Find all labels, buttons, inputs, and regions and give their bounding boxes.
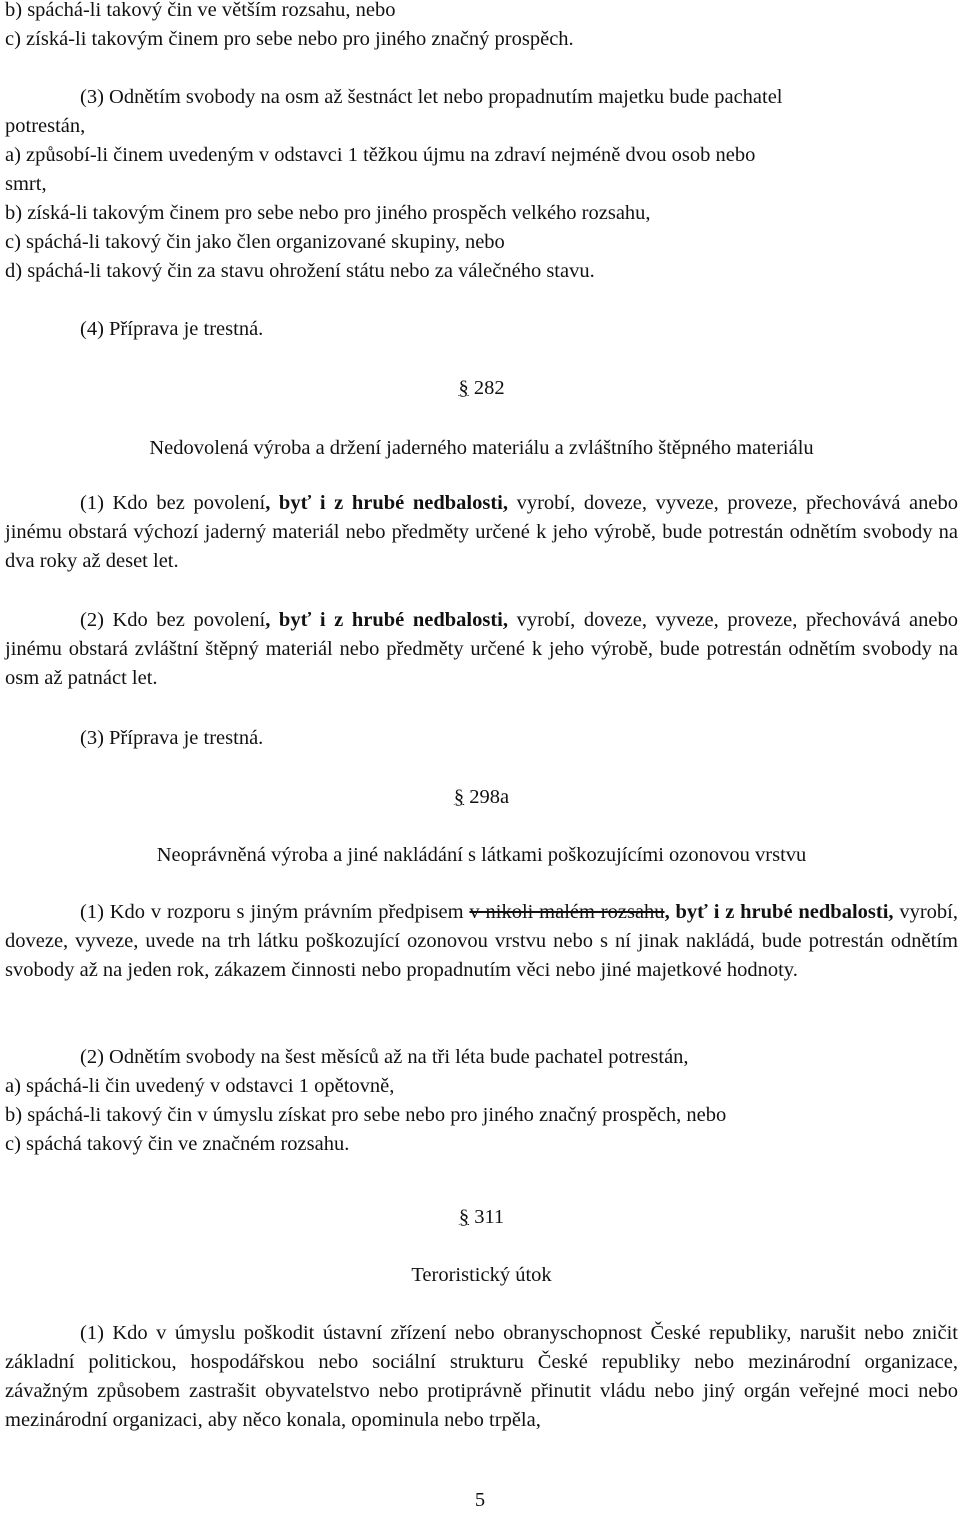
section-heading-298a: Neoprávněná výroba a jiné nakládání s látkami poškozujícími ozonovou vrstvu	[156, 844, 807, 866]
list-item: smrt,	[5, 173, 47, 195]
section-311-paragraph-1: (1) Kdo v úmyslu poškodit ústavní zřízení nebo obranyschopnost České republiky, narušit nebo zničit základní politickou, hospodářskou nebo sociální strukturu České republiky nebo mezinárodní organizace, závažným způsobem zastrašit obyvatelstvo nebo protiprávně přinutit vládu nebo jiný orgán veřejné moci nebo mezinárodní organizaci, aby něco konala, opominula nebo trpěla,	[5, 1322, 958, 1431]
paragraph-intro-cont: potrestán,	[5, 115, 86, 137]
paragraph-4: (4) Příprava je trestná.	[80, 318, 264, 340]
section-298a-paragraph-1: (1) Kdo v rozporu s jiným právním předpisem v nikoli malém rozsahu, byť i z hrubé nedbalosti, vyrobí, doveze, vyveze, uvede na trh látku poškozující ozonovou vrstvu nebo s ní jinak nakládá, bude potrestán odnětím svobody až na jeden rok, zákazem činnosti nebo propadnutím věci nebo jiné majetkové hodnoty.	[5, 901, 958, 981]
list-item: c) spáchá takový čin ve značném rozsahu.	[5, 1133, 350, 1155]
list-item: b) spáchá-li takový čin ve větším rozsahu, nebo	[5, 0, 396, 21]
section-282-paragraph-2: (2) Kdo bez povolení, byť i z hrubé nedbalosti, vyrobí, doveze, vyveze, proveze, přechovává anebo jinému obstará zvláštní štěpný materiál nebo předměty určené k jeho výrobě, bude potrestán odnětím svobody na osm až patnáct let.	[5, 609, 958, 689]
carry-over-block	[5, 0, 958, 54]
paragraph-intro: (2) Odnětím svobody na šest měsíců až na tři léta bude pachatel potrestán,	[80, 1046, 689, 1068]
struck-text: v nikoli malém rozsahu	[469, 901, 665, 923]
section-number-311	[5, 1203, 958, 1232]
bold-insertion: , byť i z hrubé nedbalosti,	[265, 492, 508, 514]
paragraph-intro: (3) Odnětím svobody na osm až šestnáct let nebo propadnutím majetku bude pachatel	[80, 86, 783, 108]
section-number: 311	[474, 1206, 505, 1228]
list-item: c) spáchá-li takový čin jako člen organizované skupiny, nebo	[5, 231, 505, 253]
list-item: b) spáchá-li takový čin v úmyslu získat pro sebe nebo pro jiného značný prospěch, nebo	[5, 1104, 727, 1126]
page-number: 5	[474, 1489, 486, 1511]
section-number-282	[5, 374, 958, 403]
section-282-paragraph-3: (3) Příprava je trestná.	[80, 727, 264, 749]
list-item: a) způsobí-li činem uvedeným v odstavci 1 těžkou újmu na zdraví nejméně dvou osob nebo	[5, 144, 756, 166]
list-item: b) získá-li takovým činem pro sebe nebo pro jiného prospěch velkého rozsahu,	[5, 202, 651, 224]
section-heading-311: Teroristický útok	[411, 1264, 552, 1286]
section-heading-282: Nedovolená výroba a držení jaderného materiálu a zvláštního štěpného materiálu	[149, 437, 814, 459]
section-298a-paragraph-2	[5, 1043, 958, 1159]
section-sign: §	[458, 1206, 470, 1228]
section-282-paragraph-1: (1) Kdo bez povolení, byť i z hrubé nedbalosti, vyrobí, doveze, vyveze, proveze, přechovává anebo jinému obstará výchozí jaderný materiál nebo předměty určené k jeho výrobě, bude potrestán odnětím svobody na dva roky až deset let.	[5, 492, 958, 572]
bold-insertion: , byť i z hrubé nedbalosti,	[265, 609, 508, 631]
paragraph-3	[5, 83, 958, 286]
section-number: 298a	[469, 786, 510, 808]
section-number-298a	[5, 783, 958, 812]
bold-insertion: , byť i z hrubé nedbalosti,	[664, 901, 894, 923]
section-sign: §	[458, 377, 469, 399]
section-sign: §	[453, 786, 465, 808]
list-item: d) spáchá-li takový čin za stavu ohrožení státu nebo za válečného stavu.	[5, 260, 595, 282]
list-item: c) získá-li takovým činem pro sebe nebo pro jiného značný prospěch.	[5, 28, 574, 50]
list-item: a) spáchá-li čin uvedený v odstavci 1 opětovně,	[5, 1075, 395, 1097]
section-number: 282	[473, 377, 505, 399]
